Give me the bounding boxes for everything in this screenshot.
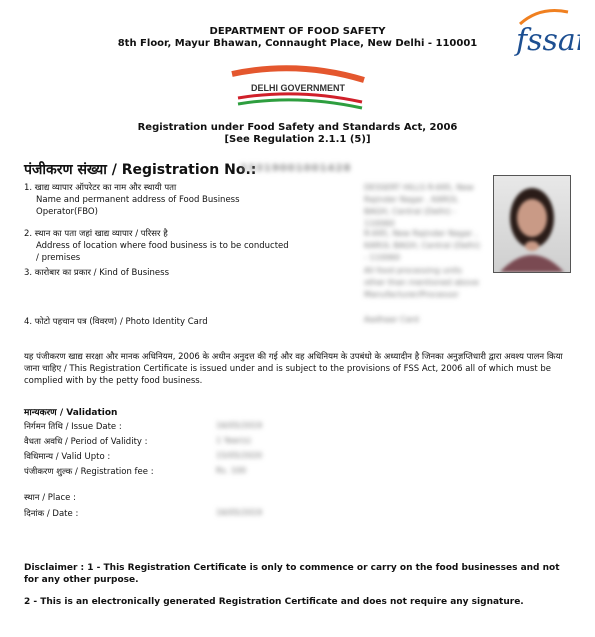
date-value: 16/05/2019 [216,508,263,517]
validity-period-label: वैधता अवधि / Period of Validity : [24,437,148,447]
delhi-government-logo [228,62,368,112]
applicant-photo [493,175,571,273]
registration-number-label: पंजीकरण संख्या / Registration No.: [24,162,257,178]
issue-date-value: 16/05/2019 [216,421,263,430]
valid-upto-label: विधिमान्य / Valid Upto : [24,452,111,462]
fssai-logo-text: fssai [516,23,580,56]
fssai-logo [510,6,580,56]
item-fbo-name-hi: 1. खाद्य व्यापार ऑपरेटर का नाम और स्थायी पता [24,183,177,193]
registration-regulation: [See Regulation 2.1.1 (5)] [224,134,371,145]
item-premises-en: Address of location where food business is to be conducted / premises [36,241,289,263]
item-business-kind-value: All food processing units other than mentioned above Manufacturer/Processor [364,266,479,299]
department-title: DEPARTMENT OF FOOD SAFETY [209,26,386,37]
validity-period-value: 1 Year(s) [216,436,251,445]
date-label: दिनांक / Date : [24,509,79,519]
place-label: स्थान / Place : [24,493,76,503]
item-fbo-name-en: Name and permanent address of Food Business Operator(FBO) [36,195,240,217]
item-photo-id [24,316,294,328]
registration-fee-value: Rs. 100 [216,466,247,475]
item-fbo-name-value: DESSERT HILLS R-695, New Rajinder Nagar , KAROL BAGH, Central (Delhi) - 110060 [364,183,474,228]
item-premises-hi: 2. स्थान का पता जहां खाद्य व्यापार / परिसर है [24,229,168,239]
issue-date-label: निर्गमन तिथि / Issue Date : [24,422,122,432]
registration-fee-label: पंजीकरण शुल्क / Registration fee : [24,467,154,477]
registration-act-title: Registration under Food Safety and Standards Act, 2006 [137,122,458,133]
department-address: 8th Floor, Mayur Bhawan, Connaught Place, New Delhi - 110001 [117,38,478,49]
disclaimer-1: Disclaimer : 1 - This Registration Certificate is only to commence or carry on the food businesses and not for any other purpose. [24,563,560,585]
registration-number-value: 23319001001428 [240,163,352,174]
item-business-kind [24,267,294,279]
item-premises-value: R-695, New Rajinder Nagar , KAROL BAGH, Central (Delhi) - 110060 [364,229,481,262]
item-premises [24,228,294,264]
item-fbo-name [24,182,294,218]
item-photo-id-hi: 4. फोटो पहचान पत्र (विवरण) / Photo Identity Card [24,317,208,327]
disclaimer-2: 2 - This is an electronically generated Registration Certificate and does not require any signature. [24,597,524,607]
item-photo-id-value: Aadhaar Card [364,315,419,324]
delhi-logo-text: DELHI GOVERNMENT [250,83,346,93]
valid-upto-value: 15/05/2020 [216,451,263,460]
terms-paragraph: यह पंजीकरण खाद्य सरक्षा और मानक अधिनियम, 2006 के अधीन अनुदत्त की गई और वह अधिनियम के उपबंधो के अध्यादीन है जिनका अनुज्ञप्तिधारी द्वारा अवश्य पालन किया जाना चाहिए / This Registration Certificate is issued under and is subject to the provisions of FSS Act, 2006 all of which must be complied with by the petty food business. [24,352,563,386]
item-business-kind-hi: 3. कारोबार का प्रकार / Kind of Business [24,268,169,278]
validation-heading: मान्यकरण / Validation [24,408,118,418]
